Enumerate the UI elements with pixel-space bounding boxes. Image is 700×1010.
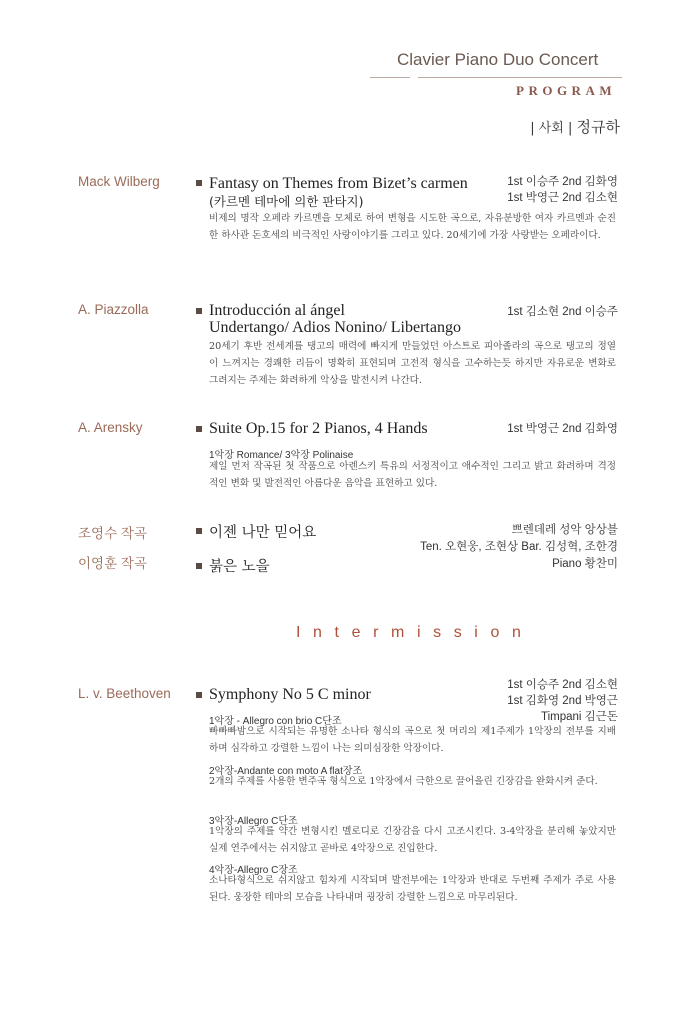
- bullet-square: [196, 563, 202, 569]
- composer-piazzolla: A. Piazzolla: [78, 302, 149, 317]
- piece-subtitle-angel: Undertango/ Adios Nonino/ Libertango: [209, 319, 461, 336]
- movement-desc-4: 소나타형식으로 쉬지않고 힘차게 시작되며 발전부에는 1악장과 반대로 두번째 주제가 주로 사용된다. 웅장한 테마의 모습을 나타내며 굉장히 강렬한 느낌으로 마무리된다.: [209, 875, 616, 903]
- movement-desc-1: 빠빠빠밤으로 시작되는 유명한 소나타 형식의 곡으로 첫 머리의 제1주제가 1악장의 전부를 지배하며 심각하고 강렬한 느낌이 나는 의미심장한 악장이다.: [209, 726, 616, 754]
- performer-line: 1st 이승주 2nd 김화영: [507, 176, 618, 188]
- piece-title-carmen: Fantasy on Themes from Bizet’s carmen: [209, 175, 468, 192]
- bullet-square: [196, 528, 202, 534]
- movement-title-4: 4악장-Allegro C장조: [209, 865, 298, 876]
- piece-subtitle-carmen: (카르멘 테마에 의한 판타지): [209, 194, 364, 209]
- performer-line: 1st 김소현 2nd 이승주: [507, 306, 618, 318]
- bullet-square: [196, 180, 202, 186]
- performers-suite: [507, 421, 618, 437]
- performer-line: 쁘렌데레 성악 앙상블: [511, 524, 618, 536]
- description-suite: 제일 먼저 작곡된 첫 작품으로 아렌스키 특유의 서정적이고 애수적인 그리고 밝고 화려하며 격정적인 변화 및 발전적인 아름다운 음악을 표현하고 있다.: [209, 461, 616, 489]
- movements-suite: 1악장 Romance/ 3악장 Polinaise: [209, 450, 354, 461]
- movement-title-3: 3악장-Allegro C단조: [209, 816, 298, 827]
- performer-line: 1st 박영근 2nd 김소현: [507, 192, 618, 204]
- program-heading: PROGRAM: [516, 83, 617, 98]
- mc-name: 정규하: [576, 118, 620, 136]
- title-rule-long: [418, 77, 622, 78]
- concert-title: Clavier Piano Duo Concert: [397, 50, 599, 69]
- performer-line: 1st 박영근 2nd 김화영: [507, 423, 618, 435]
- mc-line: [530, 116, 620, 137]
- performers-carmen: [507, 174, 618, 206]
- composer-arensky: A. Arensky: [78, 420, 143, 435]
- performer-line: Ten. 오현웅, 조현상 Bar. 김성혁, 조한경: [420, 541, 618, 553]
- movement-desc-3: 1악장의 주제를 약간 변형시킨 멜로디로 긴장감을 다시 고조시킨다. 3-4악장을 분리해 놓았지만 실제 연주에서는 쉬지않고 곧바로 4악장으로 진입한다.: [209, 826, 616, 854]
- piece-title-suite: Suite Op.15 for 2 Pianos, 4 Hands: [209, 420, 428, 437]
- bullet-square: [196, 692, 202, 698]
- performers-ensemble: [420, 522, 618, 573]
- performer-line: Timpani 김근돈: [541, 711, 618, 723]
- performers-angel: [507, 304, 618, 320]
- performer-line: Piano 황찬미: [552, 558, 618, 570]
- composer-jo: 조영수 작곡: [78, 526, 147, 541]
- performer-line: 1st 김화영 2nd 박영근: [507, 695, 618, 707]
- piece-title-song1: 이젠 나만 믿어요: [209, 525, 317, 541]
- bullet-square: [196, 308, 202, 314]
- description-angel: 20세기 후반 전세계를 탱고의 매력에 빠지게 만들었던 아스트로 피아졸라의 곡으로 탱고의 정열이 느껴지는 경쾌한 리듬이 명확히 표현되며 고전적 형식을 고수하는듯 하지만 자유로운 변화로 그려지는 주제는 화려하게 악상을 발전시켜 나간다.: [209, 341, 616, 386]
- piece-title-symphony: Symphony No 5 C minor: [209, 686, 371, 703]
- mc-label: | 사회 |: [530, 121, 573, 136]
- composer-wilberg: Mack Wilberg: [78, 174, 160, 189]
- performers-symphony: [507, 677, 618, 725]
- intermission-heading: Intermission: [296, 624, 534, 641]
- description-carmen: 비제의 명작 오페라 카르멘을 모체로 하여 변형을 시도한 곡으로, 자유분방한 여자 카르멘과 순진한 하사관 돈호세의 비극적인 사랑이야기를 그리고 있다. 20세기에 가장 사랑받는 오페라이다.: [209, 213, 616, 241]
- movement-title-1: 1악장 - Allegro con brio C단조: [209, 716, 342, 727]
- performer-line: 1st 이승주 2nd 김소현: [507, 679, 618, 691]
- composer-lee: 이영훈 작곡: [78, 556, 147, 571]
- piece-title-song2: 붉은 노을: [209, 559, 270, 575]
- movement-desc-2: 2개의 주제를 사용한 변주곡 형식으로 1악장에서 극한으로 끌어올린 긴장감을 완화시켜 준다.: [209, 776, 598, 787]
- composer-beethoven: L. v. Beethoven: [78, 686, 171, 701]
- bullet-square: [196, 426, 202, 432]
- piece-title-angel: Introducción al ángel: [209, 302, 345, 319]
- title-rule-short: [370, 77, 410, 78]
- movement-title-2: 2악장-Andante con moto A flat장조: [209, 766, 363, 777]
